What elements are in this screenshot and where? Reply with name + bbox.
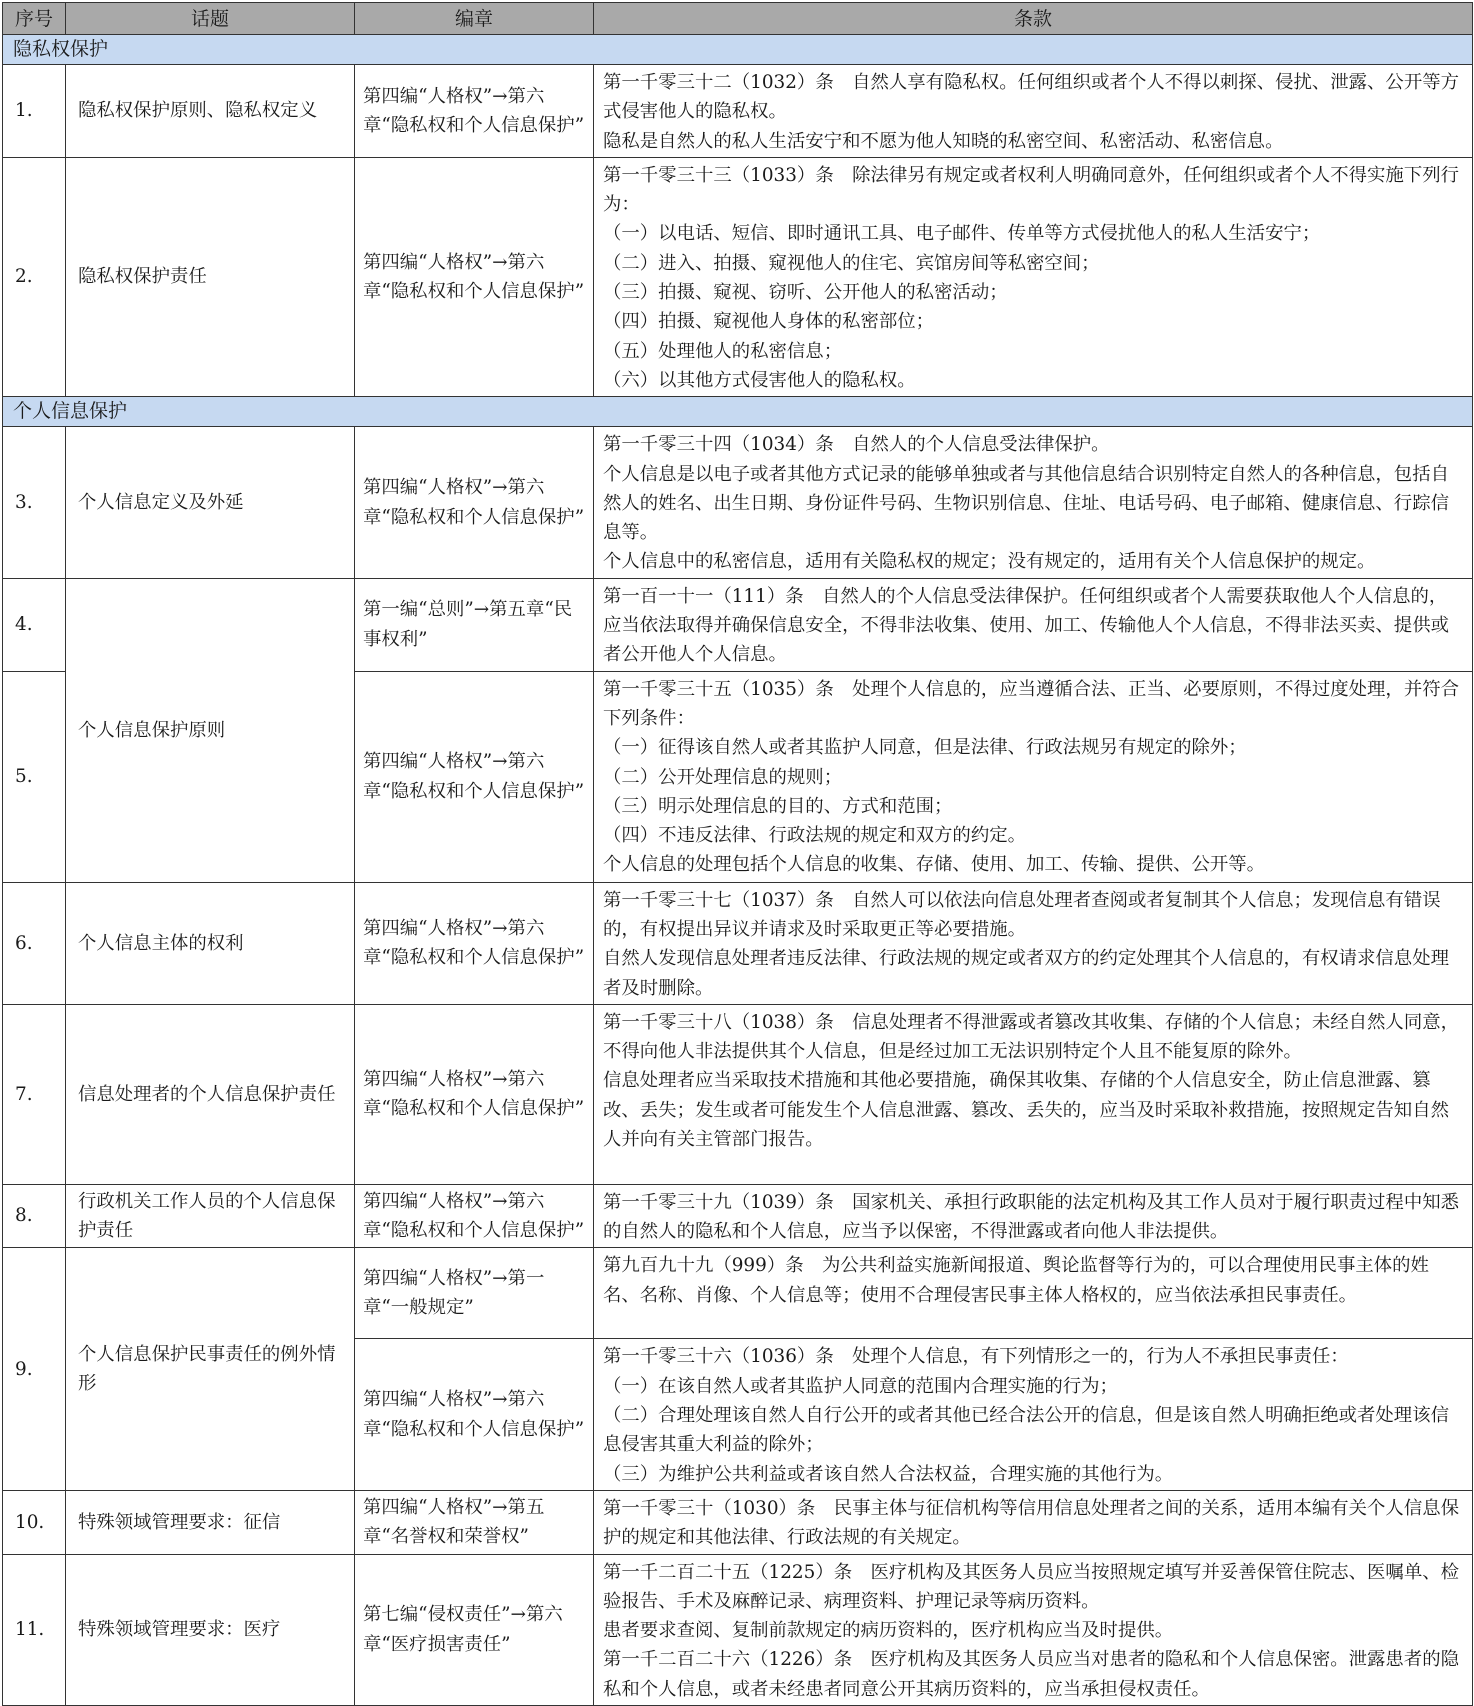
clause-paragraph: 第一千零三十三（1033）条 除法律另有规定或者权利人明确同意外，任何组织或者个人不得实施下列行为： [603,164,1459,216]
row-chapter: 第四编“人格权”→第六章“隐私权和个人信息保护” [355,427,594,578]
clause-item: （一）在该自然人或者其监护人同意的范围内合理实施的行为； [603,1375,1118,1397]
civil-code-privacy-table [2,2,1473,1706]
clause-paragraph: 个人信息的处理包括个人信息的收集、存储、使用、加工、传输、提供、公开等。 [603,854,1266,876]
table-row [3,427,1473,578]
clause-paragraph: 第一千零三十（1030）条 民事主体与征信机构等信用信息处理者之间的关系，适用本编有关个人信息保护的规定和其他法律、行政法规的有关规定。 [603,1497,1459,1549]
row-clause [594,157,1473,396]
clause-item: （五）处理他人的私密信息； [603,340,843,362]
row-number: 3. [3,427,66,578]
row-number: 9. [3,1248,66,1490]
row-number: 8. [3,1184,66,1248]
clause-paragraph: 隐私是自然人的私人生活安宁和不愿为他人知晓的私密空间、私密活动、私密信息。 [603,130,1284,152]
row-number: 1. [3,65,66,158]
clause-item: （二）合理处理该自然人自行公开的或者其他已经合法公开的信息，但是该自然人明确拒绝或者处理该信息侵害其重大利益的除外； [603,1405,1449,1456]
clause-item: （一）征得该自然人或者其监护人同意，但是法律、行政法规另有规定的除外； [603,737,1247,759]
clause-paragraph: 个人信息中的私密信息，适用有关隐私权的规定；没有规定的，适用有关个人信息保护的规定。 [603,551,1376,573]
header-clause: 条款 [594,3,1473,35]
table-row [3,1554,1473,1705]
clause-item: （一）以电话、短信、即时通讯工具、电子邮件、传单等方式侵扰他人的私人生活安宁； [603,223,1321,245]
row-topic: 个人信息主体的权利 [66,882,355,1004]
row-number: 7. [3,1004,66,1184]
row-topic: 特殊领域管理要求：医疗 [66,1554,355,1705]
section-row-personal-info [3,397,1473,427]
clause-paragraph: 第一千二百二十六（1226）条 医疗机构及其医务人员应当对患者的隐私和个人信息保密。泄露患者的隐私和个人信息，或者未经患者同意公开其病历资料的，应当承担侵权责任。 [603,1649,1459,1700]
clause-item: （四）拍摄、窥视他人身体的私密部位； [603,311,935,333]
clause-paragraph: 第一千零三十六（1036）条 处理个人信息，有下列情形之一的，行为人不承担民事责任： [603,1346,1349,1368]
row-chapter: 第四编“人格权”→第六章“隐私权和个人信息保护” [355,157,594,396]
table-row [3,1184,1473,1248]
row-clause [594,1004,1473,1184]
table-row [3,578,1473,671]
row-chapter: 第四编“人格权”→第六章“隐私权和个人信息保护” [355,882,594,1004]
row-clause [594,671,1473,882]
row-chapter: 第四编“人格权”→第一章“一般规定” [355,1248,594,1339]
row-chapter: 第四编“人格权”→第五章“名誉权和荣誉权” [355,1490,594,1554]
row-chapter: 第一编“总则”→第五章“民事权利” [355,578,594,671]
row-chapter: 第四编“人格权”→第六章“隐私权和个人信息保护” [355,1339,594,1490]
table-row [3,882,1473,1004]
row-topic: 个人信息保护原则 [66,578,355,882]
row-clause [594,427,1473,578]
clause-paragraph: 第九百九十九（999）条 为公共利益实施新闻报道、舆论监督等行为的，可以合理使用民事主体的姓名、名称、肖像、个人信息等；使用不合理侵害民事主体人格权的，应当依法承担民事责任。 [603,1255,1429,1306]
header-chapter: 编章 [355,3,594,35]
row-number: 11. [3,1554,66,1705]
section-row-privacy [3,35,1473,65]
header-topic: 话题 [66,3,355,35]
row-topic: 隐私权保护责任 [66,157,355,396]
row-number: 4. [3,578,66,671]
row-number: 5. [3,671,66,882]
row-chapter: 第四编“人格权”→第六章“隐私权和个人信息保护” [355,1184,594,1248]
clause-item: （三）为维护公共利益或者该自然人合法权益，合理实施的其他行为。 [603,1463,1174,1485]
row-chapter: 第七编“侵权责任”→第六章“医疗损害责任” [355,1554,594,1705]
table-row [3,1004,1473,1184]
clause-paragraph: 第一千零三十八（1038）条 信息处理者不得泄露或者篡改其收集、存储的个人信息；未经自然人同意，不得向他人非法提供其个人信息，但是经过加工无法识别特定个人且不能复原的除外。 [603,1011,1459,1063]
row-chapter: 第四编“人格权”→第六章“隐私权和个人信息保护” [355,1004,594,1184]
clause-paragraph: 第一千零三十二（1032）条 自然人享有隐私权。任何组织或者个人不得以刺探、侵扰、泄露、公开等方式侵害他人的隐私权。 [603,72,1459,123]
row-clause [594,1184,1473,1248]
clause-paragraph: 第一千零三十九（1039）条 国家机关、承担行政职能的法定机构及其工作人员对于履行职责过程中知悉的自然人的隐私和个人信息，应当予以保密，不得泄露或者向他人非法提供。 [603,1191,1459,1243]
statute-table-sheet [2,2,1472,1700]
row-topic: 特殊领域管理要求：征信 [66,1490,355,1554]
clause-paragraph: 第一千零三十四（1034）条 自然人的个人信息受法律保护。 [603,434,1110,456]
row-topic: 个人信息定义及外延 [66,427,355,578]
clause-paragraph: 第一千零三十七（1037）条 自然人可以依法向信息处理者查阅或者复制其个人信息；发现信息有错误的，有权提出异议并请求及时采取更正等必要措施。 [603,889,1441,940]
clause-item: （三）拍摄、窥视、窃听、公开他人的私密活动； [603,282,1008,304]
row-number: 6. [3,882,66,1004]
table-row [3,1248,1473,1339]
row-clause [594,578,1473,671]
row-topic: 个人信息保护民事责任的例外情形 [66,1248,355,1490]
section-title-personal-info: 个人信息保护 [3,397,1473,427]
clause-paragraph: 第一千二百二十五（1225）条 医疗机构及其医务人员应当按照规定填写并妥善保管住院志、医嘱单、检验报告、手术及麻醉记录、病理资料、护理记录等病历资料。 [603,1561,1459,1612]
header-row [3,3,1473,35]
table-row [3,157,1473,396]
clause-item: （二）公开处理信息的规则； [603,766,843,788]
row-number: 10. [3,1490,66,1554]
row-chapter: 第四编“人格权”→第六章“隐私权和个人信息保护” [355,65,594,158]
clause-item: （四）不违反法律、行政法规的规定和双方的约定。 [603,825,1026,847]
row-clause [594,882,1473,1004]
row-topic: 隐私权保护原则、隐私权定义 [66,65,355,158]
clause-paragraph: 第一千零三十五（1035）条 处理个人信息的，应当遵循合法、正当、必要原则，不得过度处理，并符合下列条件： [603,678,1459,729]
clause-item: （二）进入、拍摄、窥视他人的住宅、宾馆房间等私密空间； [603,252,1100,274]
clause-item: （三）明示处理信息的目的、方式和范围； [603,795,953,817]
row-topic: 信息处理者的个人信息保护责任 [66,1004,355,1184]
table-row [3,65,1473,158]
row-clause [594,1554,1473,1705]
header-number: 序号 [3,3,66,35]
row-number: 2. [3,157,66,396]
row-clause [594,1339,1473,1490]
clause-paragraph: 患者要求查阅、复制前款规定的病历资料的，医疗机构应当及时提供。 [603,1620,1174,1642]
clause-paragraph: 自然人发现信息处理者违反法律、行政法规的规定或者双方的约定处理其个人信息的，有权请求信息处理者及时删除。 [603,948,1449,999]
row-clause [594,1490,1473,1554]
clause-paragraph: 信息处理者应当采取技术措施和其他必要措施，确保其收集、存储的个人信息安全，防止信息泄露、篡改、丢失；发生或者可能发生个人信息泄露、篡改、丢失的，应当及时采取补救措施，按照规定告知自然人并向有关主管部门报告。 [603,1070,1449,1151]
row-chapter: 第四编“人格权”→第六章“隐私权和个人信息保护” [355,671,594,882]
row-clause [594,1248,1473,1339]
row-topic: 行政机关工作人员的个人信息保护责任 [66,1184,355,1248]
clause-item: （六）以其他方式侵害他人的隐私权。 [603,369,916,391]
section-title-privacy: 隐私权保护 [3,35,1473,65]
table-row [3,1490,1473,1554]
row-clause [594,65,1473,158]
clause-paragraph: 第一百一十一（111）条 自然人的个人信息受法律保护。任何组织或者个人需要获取他人个人信息的，应当依法取得并确保信息安全，不得非法收集、使用、加工、传输他人个人信息，不得非法买卖、提供或者公开他人个人信息。 [603,585,1449,666]
clause-paragraph: 个人信息是以电子或者其他方式记录的能够单独或者与其他信息结合识别特定自然人的各种信息，包括自然人的姓名、出生日期、身份证件号码、生物识别信息、住址、电话号码、电子邮箱、健康信息、行踪信息等。 [603,463,1449,544]
